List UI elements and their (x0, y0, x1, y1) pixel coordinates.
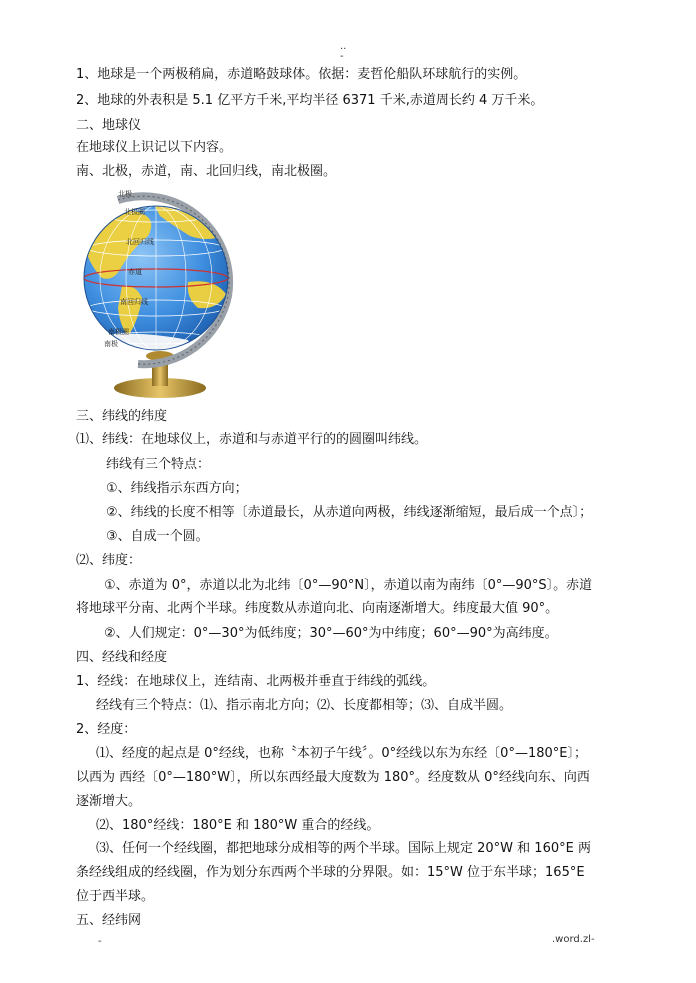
globe-image (78, 186, 238, 400)
label-arctic-circle: 北极圈 (124, 208, 145, 216)
label-equator: 赤道 (128, 268, 142, 276)
para-latitude-features: 纬线有三个特点： (106, 457, 211, 472)
para-latitude-degree-1a: ①、赤道为 0°，赤道以北为北纬〔0°—90°N〕，赤道以南为南纬〔0°—90°S〕。赤道 (104, 578, 593, 593)
heading-latitude-degree: ⑵、纬度： (76, 553, 142, 568)
para-longitude-degree-3a: ⑶、任何一个经线圈，都把地球分成相等的两个半球。国际上规定 20°W 和 160°E 两 (96, 841, 591, 856)
para-earth-size: 2、地球的外表积是 5.1 亿平方千米,平均半径 6371 千米,赤道周长约 4 万千米。 (76, 93, 544, 108)
para-longitude-degree-2: ⑵、180°经线：180°E 和 180°W 重合的经线。 (96, 818, 380, 833)
heading-graticule: 五、经纬网 (76, 913, 142, 928)
label-antarctic-circle: 南极圈 (108, 328, 129, 336)
para-longitude-degree-1b: 以西为 西经〔0°—180°W〕，所以东西经最大度数为 180°。经度数从 0°经线向东、向西 (76, 770, 590, 785)
para-longitude-def: 1、经线：在地球仪上，连结南、北两极并垂直于纬线的弧线。 (76, 674, 436, 689)
header-mark: .. - (340, 41, 347, 62)
footer-right: .word.zl- (552, 934, 595, 945)
heading-longitude: 四、经线和经度 (76, 650, 168, 665)
para-longitude-features: 经线有三个特点：⑴、指示南北方向；⑵、长度都相等；⑶、自成半圆。 (96, 698, 513, 713)
heading-latitude: 三、纬线的纬度 (76, 409, 168, 424)
label-south-pole: 南极 (104, 340, 118, 348)
para-longitude-degree-1a: ⑴、经度的起点是 0°经线，也称〝本初子午线〞。0°经线以东为东经〔0°—180°E〕； (96, 746, 587, 761)
para-globe-items: 南、北极，赤道，南、北回归线，南北极圈。 (76, 164, 337, 179)
para-longitude-degree-1c: 逐渐增大。 (76, 794, 142, 809)
footer-left: - (98, 936, 102, 947)
para-globe-intro: 在地球仪上识记以下内容。 (76, 140, 233, 155)
heading-longitude-degree: 2、经度： (76, 722, 137, 737)
label-tropic-capricorn: 南回归线 (120, 298, 148, 306)
label-tropic-cancer: 北回归线 (126, 238, 154, 246)
para-latitude-feature-3: ③、自成一个圆。 (106, 529, 209, 544)
para-earth-shape: 1、地球是一个两极稍扁，赤道略鼓球体。依据：麦哲伦船队环球航行的实例。 (76, 67, 527, 82)
para-longitude-degree-3b: 条经线组成的经线圈，作为划分东西两个半球的分界限。如：15°W 位于东半球；165°E (76, 865, 585, 880)
para-latitude-degree-2: ②、人们规定：0°—30°为低纬度；30°—60°为中纬度；60°—90°为高纬度。 (104, 626, 558, 641)
para-latitude-degree-1b: 将地球平分南、北两个半球。纬度数从赤道向北、向南逐渐增大。纬度最大值 90°。 (76, 601, 559, 616)
label-north-pole: 北极 (118, 190, 132, 198)
para-latitude-feature-1: ①、纬线指示东西方向； (106, 481, 248, 496)
para-latitude-def: ⑴、纬线：在地球仪上，赤道和与赤道平行的的圆圈叫纬线。 (76, 432, 428, 447)
heading-globe: 二、地球仪 (76, 118, 142, 133)
para-latitude-feature-2: ②、纬线的长度不相等〔赤道最长，从赤道向两极，纬线逐渐缩短，最后成一个点〕； (106, 505, 593, 520)
para-longitude-degree-3c: 位于西半球。 (76, 889, 155, 904)
